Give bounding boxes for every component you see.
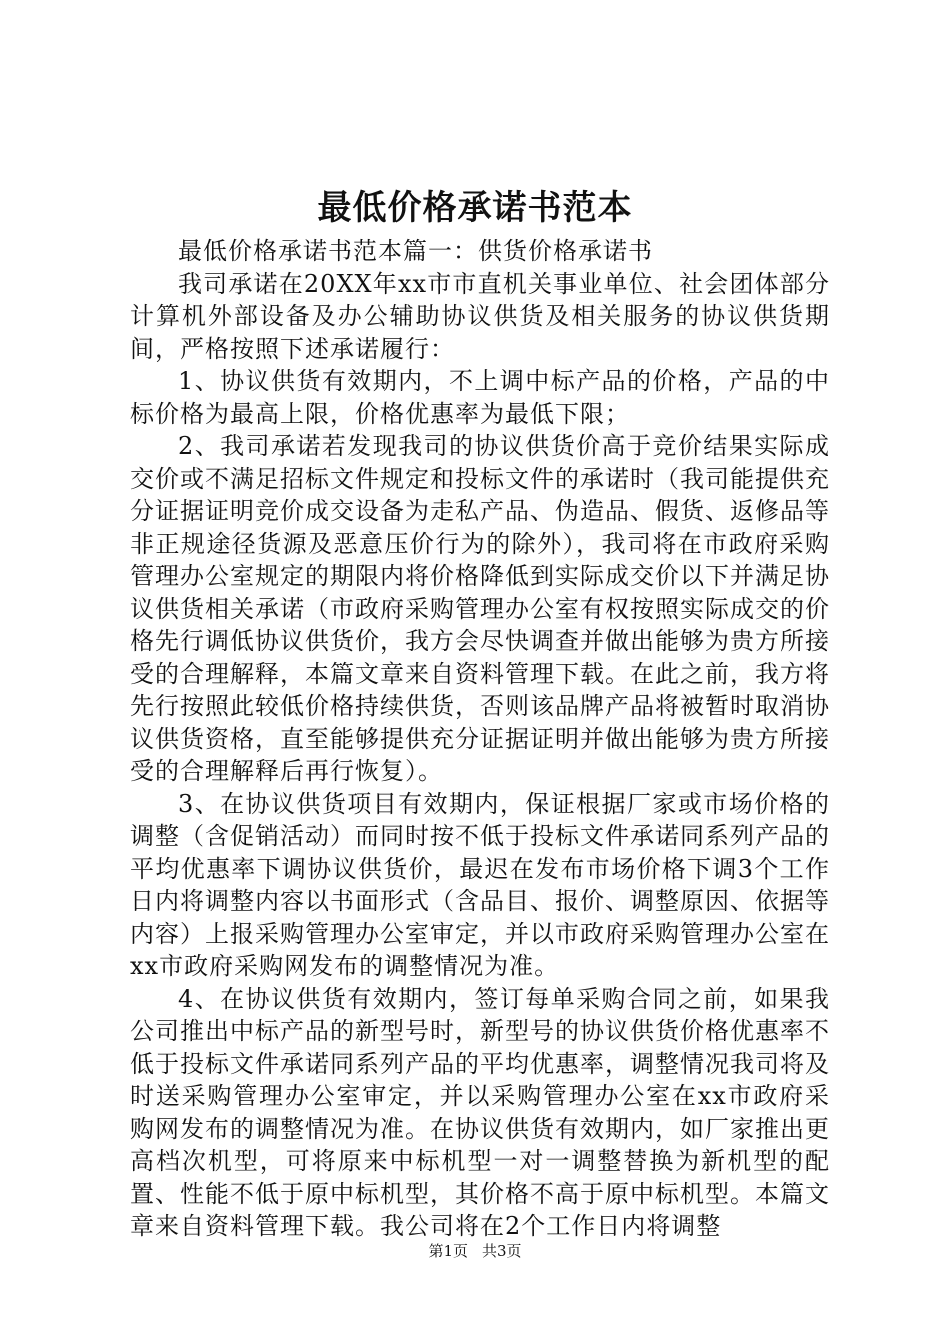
section-heading: 最低价格承诺书范本篇一：供货价格承诺书	[178, 237, 653, 265]
page-number: 第1页	[428, 1242, 468, 1260]
clause-4-paragraph: 4、在协议供货有效期内，签订每单采购合同之前，如果我公司推出中标产品的新型号时，新型号的协议供货价格优惠率不低于投标文件承诺同系列产品的平均优惠率，调整情况我司将及时送采购管理办公室审定，并以采购管理办公室在xx市政府采购网发布的调整情况为准。在协议供货有效期内，如厂家推出更高档次机型，可将原来中标机型一对一调整替换为新机型的配置、性能不低于原中标机型，其价格不高于原中标机型。本篇文章来自资料管理下载。我公司将在2个工作日内将调整	[130, 984, 830, 1240]
clause-2-paragraph: 2、我司承诺若发现我司的协议供货价高于竞价结果实际成交价或不满足招标文件规定和投标文件的承诺时（我司能提供充分证据证明竞价成交设备为走私产品、伪造品、假货、返修品等非正规途径货源及恶意压价行为的除外），我司将在市政府采购管理办公室规定的期限内将价格降低到实际成交价以下并满足协议供货相关承诺（市政府采购管理办公室有权按照实际成交的价格先行调低协议供货价，我方会尽快调查并做出能够为贵方所接受的合理解释，本篇文章来自资料管理下载。在此之前，我方将先行按照此较低价格持续供货，否则该品牌产品将被暂时取消协议供货资格，直至能够提供充分证据证明并做出能够为贵方所接受的合理解释后再行恢复）。	[130, 432, 830, 785]
document-body	[130, 235, 830, 1243]
page-footer	[0, 1241, 950, 1261]
intro-paragraph: 我司承诺在20XX年xx市市直机关事业单位、社会团体部分计算机外部设备及办公辅助协议供货及相关服务的协议供货期间，严格按照下述承诺履行：	[130, 269, 830, 363]
page-total: 共3页	[482, 1242, 522, 1260]
clause-1-paragraph: 1、协议供货有效期内，不上调中标产品的价格，产品的中标价格为最高上限，价格优惠率为最低下限；	[130, 367, 830, 428]
document-title: 最低价格承诺书范本	[317, 188, 633, 228]
clause-3-paragraph: 3、在协议供货项目有效期内，保证根据厂家或市场价格的调整（含促销活动）而同时按不低于投标文件承诺同系列产品的平均优惠率下调协议供货价，最迟在发布市场价格下调3个工作日内将调整内容以书面形式（含品目、报价、调整原因、依据等内容）上报采购管理办公室审定，并以市政府采购管理办公室在xx市政府采购网发布的调整情况为准。	[130, 789, 830, 980]
